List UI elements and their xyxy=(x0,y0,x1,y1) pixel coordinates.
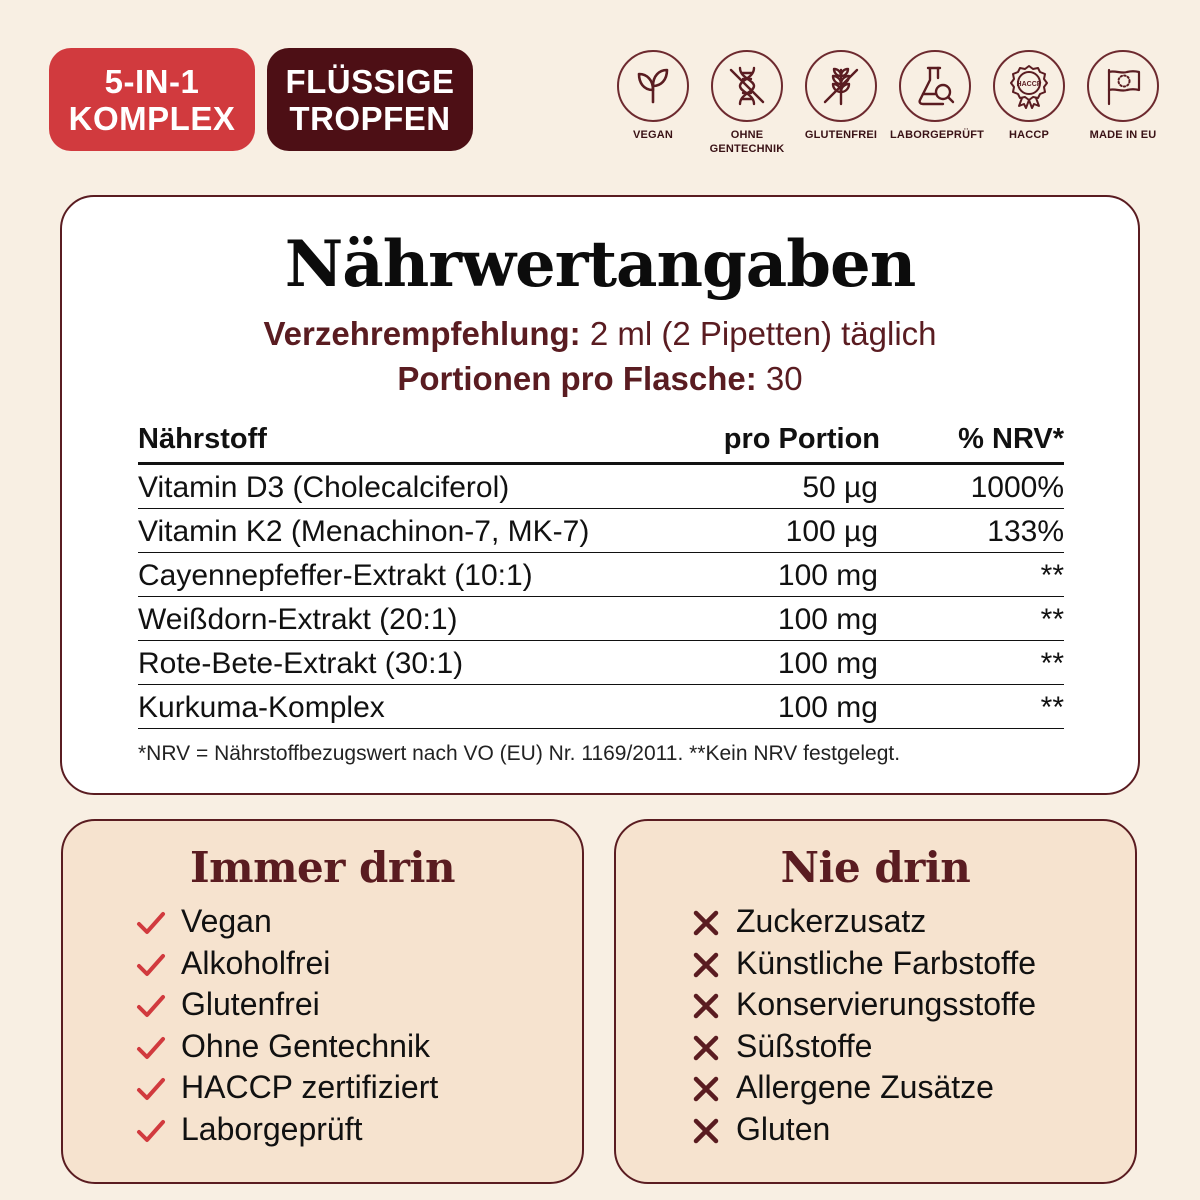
list-item xyxy=(690,1111,1036,1153)
header-nutrient: Nährstoff xyxy=(138,423,267,455)
portions-value: 30 xyxy=(756,360,803,397)
check-icon xyxy=(135,907,167,939)
list-item xyxy=(135,903,438,945)
row-nutrient: Kurkuma-Komplex xyxy=(138,691,385,724)
haccp-seal-text: HACCP xyxy=(1016,81,1042,88)
certification-icons xyxy=(612,50,1160,160)
cert-made-in-eu-label: MADE IN EU xyxy=(1089,129,1157,141)
cross-icon xyxy=(690,1032,722,1064)
dna-crossed-icon xyxy=(711,50,783,122)
list-item-label: Allergene Zusätze xyxy=(736,1069,994,1105)
nutrition-panel xyxy=(60,195,1140,795)
row-amount: 100 mg xyxy=(777,603,878,636)
cert-haccp-label: HACCP xyxy=(1008,129,1050,141)
portions-label: Portionen pro Flasche: xyxy=(397,360,757,397)
list-item xyxy=(690,1069,1036,1111)
list-item xyxy=(690,986,1036,1028)
list-item-label: Süßstoffe xyxy=(736,1027,873,1064)
list-item-label: HACCP zertifiziert xyxy=(181,1069,439,1105)
list-item xyxy=(690,903,1036,945)
never-in-title: Nie drin xyxy=(780,843,971,892)
table-row xyxy=(138,465,1064,509)
drops-badge-line1: FLÜSSIGE xyxy=(285,62,455,100)
serving-label: Verzehrempfehlung: xyxy=(263,315,581,352)
list-item xyxy=(135,1028,438,1070)
row-nrv: ** xyxy=(1040,603,1064,636)
row-nutrient: Vitamin D3 (Cholecalciferol) xyxy=(138,471,510,504)
cert-gluten-free xyxy=(796,50,886,142)
serving-recommendation xyxy=(62,315,1138,353)
haccp-seal-icon xyxy=(993,50,1065,122)
row-nrv: 133% xyxy=(987,515,1064,548)
cert-haccp xyxy=(984,50,1074,142)
list-item xyxy=(135,1111,438,1153)
list-item-label: Ohne Gentechnik xyxy=(181,1027,431,1064)
row-nrv: ** xyxy=(1040,559,1064,592)
header-nrv: % NRV* xyxy=(958,423,1064,455)
nutrition-table xyxy=(138,423,1064,729)
list-item xyxy=(690,945,1036,987)
row-nrv: 1000% xyxy=(970,471,1064,504)
nutrition-title: Nährwertangaben xyxy=(284,227,916,302)
list-item-label: Laborgeprüft xyxy=(181,1110,363,1147)
header-per-portion: pro Portion xyxy=(723,423,880,455)
drops-badge xyxy=(267,48,473,151)
complex-badge-line1: 5-IN-1 xyxy=(104,62,200,100)
table-row xyxy=(138,685,1064,729)
cert-made-in-eu xyxy=(1078,50,1168,142)
always-in-box xyxy=(61,819,584,1184)
list-item-label: Zuckerzusatz xyxy=(736,903,927,939)
row-nutrient: Weißdorn-Extrakt (20:1) xyxy=(138,603,458,636)
row-nutrient: Rote-Bete-Extrakt (30:1) xyxy=(138,647,464,680)
row-amount: 100 mg xyxy=(777,691,878,724)
cert-lab-tested xyxy=(890,50,985,142)
check-icon xyxy=(135,1115,167,1147)
list-item-label: Gluten xyxy=(736,1110,831,1147)
row-nrv: ** xyxy=(1040,647,1064,680)
list-item xyxy=(135,1069,438,1111)
always-in-title: Immer drin xyxy=(190,843,455,892)
check-icon xyxy=(135,949,167,981)
cert-vegan-label: VEGAN xyxy=(632,129,674,141)
list-item-label: Konservierungsstoffe xyxy=(736,986,1037,1022)
list-item-label: Vegan xyxy=(181,903,272,939)
list-item-label: Künstliche Farbstoffe xyxy=(736,944,1037,981)
row-nutrient: Vitamin K2 (Menachinon-7, MK-7) xyxy=(138,515,590,548)
lab-flask-icon xyxy=(899,50,971,122)
cross-icon xyxy=(690,949,722,981)
complex-badge xyxy=(49,48,255,151)
row-amount: 100 µg xyxy=(785,515,878,548)
list-item xyxy=(135,986,438,1028)
row-amount: 100 mg xyxy=(777,647,878,680)
list-item xyxy=(135,945,438,987)
table-row xyxy=(138,553,1064,597)
cross-icon xyxy=(690,1073,722,1105)
wheat-crossed-icon xyxy=(805,50,877,122)
cert-no-gmo xyxy=(702,50,792,156)
row-nrv: ** xyxy=(1040,691,1064,724)
never-in-list xyxy=(690,903,1036,1152)
table-row xyxy=(138,597,1064,641)
list-item-label: Glutenfrei xyxy=(181,986,320,1022)
always-in-list xyxy=(135,903,438,1152)
never-in-box xyxy=(614,819,1137,1184)
drops-badge-line2: TROPFEN xyxy=(289,99,451,137)
row-amount: 50 µg xyxy=(802,471,878,504)
serving-value: 2 ml (2 Pipetten) täglich xyxy=(580,315,937,352)
eu-flag-icon xyxy=(1087,50,1159,122)
table-row xyxy=(138,509,1064,553)
cross-icon xyxy=(690,1115,722,1147)
cert-no-gmo-label: OHNE GENTECHNIK xyxy=(709,129,785,155)
check-icon xyxy=(135,1032,167,1064)
check-icon xyxy=(135,990,167,1022)
table-header xyxy=(138,423,1064,465)
cert-vegan xyxy=(608,50,698,142)
row-amount: 100 mg xyxy=(777,559,878,592)
cert-gluten-free-label: GLUTENFREI xyxy=(804,129,878,141)
portions-per-bottle xyxy=(62,360,1138,398)
list-item xyxy=(690,1028,1036,1070)
list-item-label: Alkoholfrei xyxy=(181,944,331,981)
nrv-footnote: *NRV = Nährstoffbezugswert nach VO (EU) Nr. 1169/2011. **Kein NRV festgelegt. xyxy=(138,742,901,765)
cross-icon xyxy=(690,907,722,939)
row-nutrient: Cayennepfeffer-Extrakt (10:1) xyxy=(138,559,533,592)
complex-badge-line2: KOMPLEX xyxy=(68,99,236,137)
table-row xyxy=(138,641,1064,685)
cross-icon xyxy=(690,990,722,1022)
cert-lab-tested-label: LABORGEPRÜFT xyxy=(890,129,985,141)
check-icon xyxy=(135,1073,167,1105)
leaf-icon xyxy=(617,50,689,122)
